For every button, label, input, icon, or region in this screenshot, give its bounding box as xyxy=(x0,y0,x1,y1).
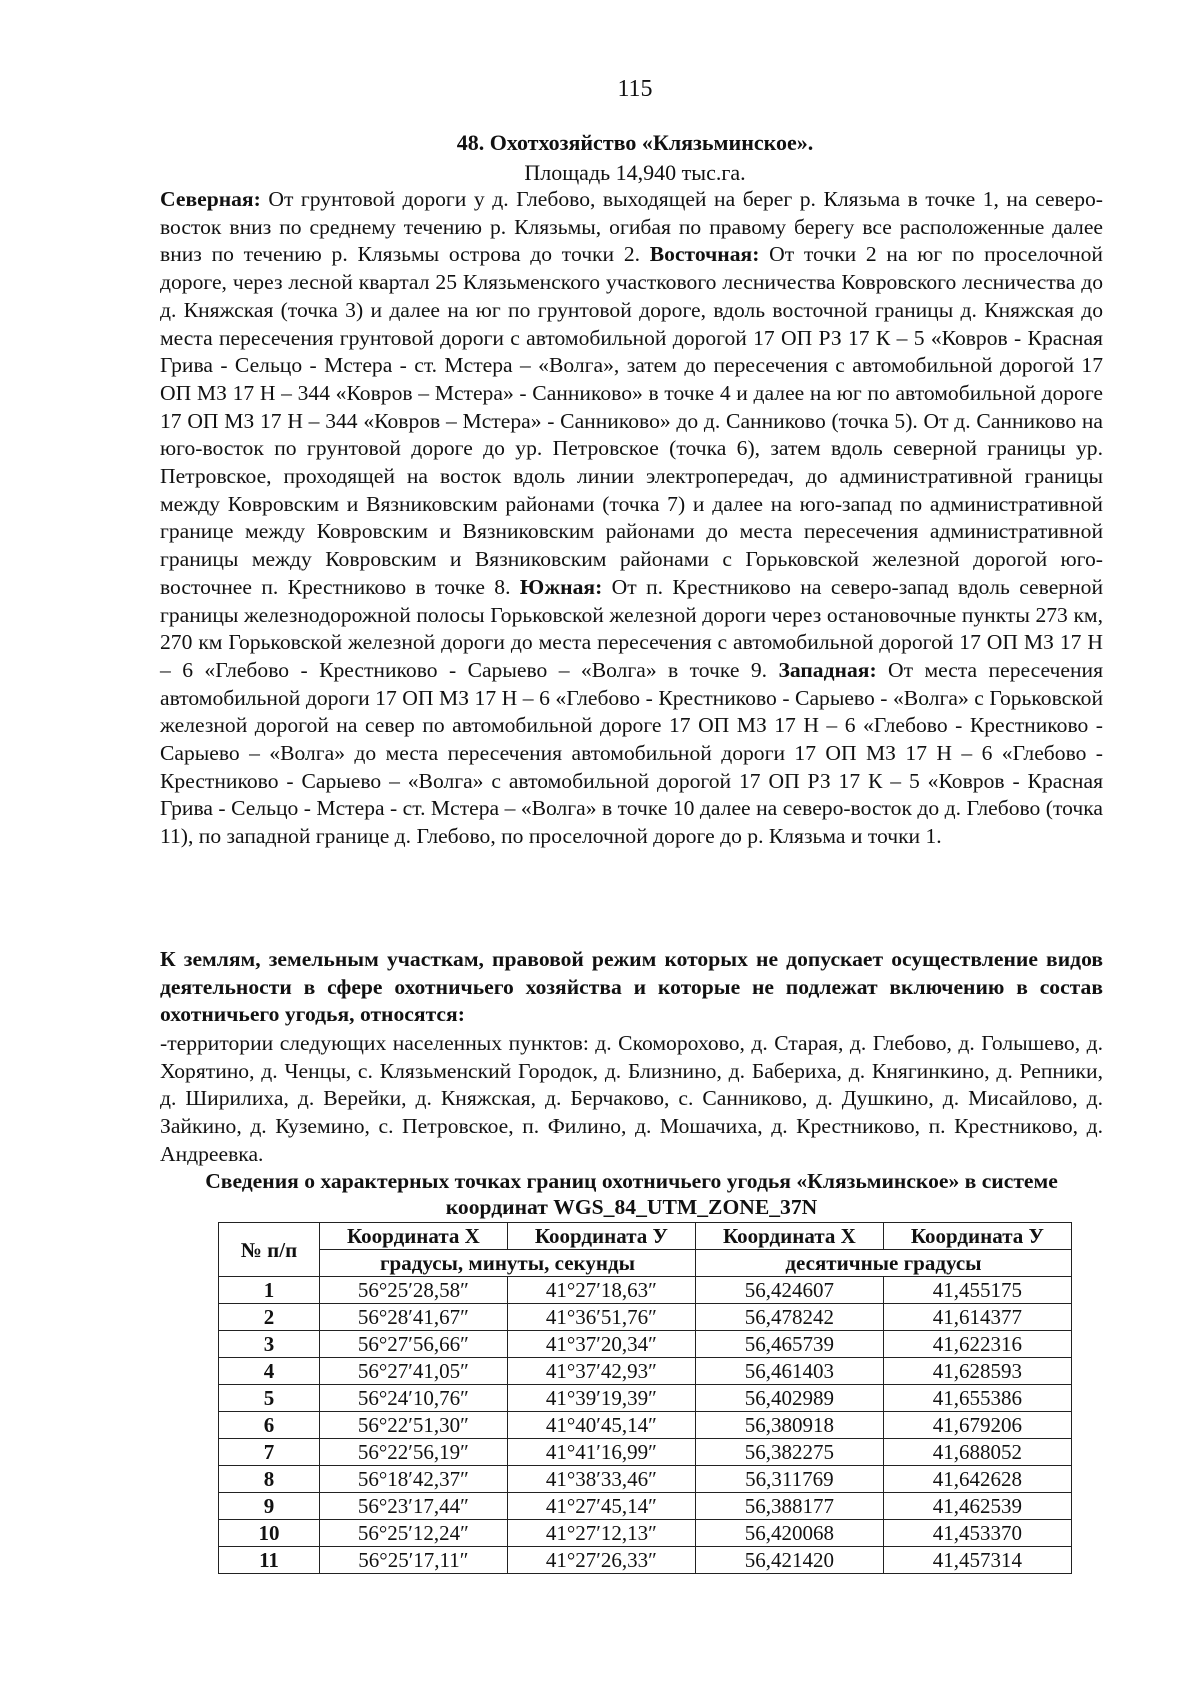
coordinate-cell: 56,424607 xyxy=(695,1277,883,1304)
coordinates-table xyxy=(218,1222,1072,1574)
coordinate-cell: 41°40′45,14″ xyxy=(507,1412,695,1439)
coordinate-cell: 56,478242 xyxy=(695,1304,883,1331)
table-row xyxy=(219,1547,1072,1574)
row-number: 7 xyxy=(219,1439,320,1466)
row-number: 6 xyxy=(219,1412,320,1439)
coordinate-cell: 56,461403 xyxy=(695,1358,883,1385)
coordinate-cell: 56°22′51,30″ xyxy=(320,1412,508,1439)
coordinate-cell: 56,421420 xyxy=(695,1547,883,1574)
coordinate-cell: 56°24′10,76″ xyxy=(320,1385,508,1412)
east-text: От точки 2 на юг по проселочной дороге, через лесной квартал 25 Клязьменского участкового лесничества Ковровского лесничества до д. Княжская (точка 3) и далее на юг по грунтовой дороге, вдоль восточной границы д. Княжская до места пересечения грунтовой дороги с автомобильной дорогой 17 ОП РЗ 17 К – 5 «Ковров - Красная Грива - Сельцо - Мстера - ст. Мстера – «Волга», затем до пересечения с автомобильной дорогой 17 ОП МЗ 17 Н – 344 «Ковров – Мстера» - Санниково» в точке 4 и далее на юг по автомобильной дороге 17 ОП МЗ 17 Н – 344 «Ковров – Мстера» - Санниково» до д. Санниково (точка 5). От д. Санниково на юго-восток по грунтовой дороге до ур. Петровское (точка 6), затем вдоль северной границы ур. Петровское, проходящей на восток вдоль линии электропередач, до административной границы между Ковровским и Вязниковским районами (точка 7) и далее на юго-запад по административной границе между Ковровским и Вязниковским районами до места пересечения административной границы между Ковровским и Вязниковским районами с Горьковской железной дорогой юго-восточнее п. Крестниково в точке 8. xyxy=(160,242,1103,599)
coordinate-cell: 41°39′19,39″ xyxy=(507,1385,695,1412)
south-label: Южная: xyxy=(519,574,603,599)
coordinate-cell: 41°37′42,93″ xyxy=(507,1358,695,1385)
coordinate-cell: 41°41′16,99″ xyxy=(507,1439,695,1466)
table-row xyxy=(219,1412,1072,1439)
coordinate-cell: 56,420068 xyxy=(695,1520,883,1547)
coordinate-cell: 56°28′41,67″ xyxy=(320,1304,508,1331)
territories-list: -территории следующих населенных пунктов: д. Скоморохово, д. Старая, д. Глебово, д. Голышево, д. Хорятино, д. Ченцы, с. Клязьменский Городок, д. Близнино, д. Бабериха, д. Княгинкино, д. Репники, д. Ширилиха, д. Верейки, д. Княжская, д. Берчаково, с. Санниково, д. Душкино, д. Мисайлово, д. Зайкино, д. Куземино, с. Петровское, п. Филино, д. Мошачиха, д. Крестниково, п. Крестниково, д. Андреевка. xyxy=(160,1031,1103,1166)
subheader-dms: градусы, минуты, секунды xyxy=(320,1250,696,1277)
coordinate-cell: 56°25′28,58″ xyxy=(320,1277,508,1304)
coordinate-cell: 56,311769 xyxy=(695,1466,883,1493)
table-row xyxy=(219,1331,1072,1358)
boundary-description xyxy=(160,186,1103,851)
header-num: № п/п xyxy=(219,1223,320,1277)
table-row xyxy=(219,1304,1072,1331)
table-row xyxy=(219,1520,1072,1547)
coordinate-cell: 41,622316 xyxy=(883,1331,1071,1358)
header-y-dec: Координата У xyxy=(883,1223,1071,1250)
north-text: От грунтовой дороги у д. Глебово, выходящей на берег р. Клязьма в точке 1, на северо-восток вниз по среднему течению р. Клязьмы, огибая по правому берегу все расположенные далее вниз по течению р. Клязьмы острова до точки 2. xyxy=(160,187,1103,267)
coordinate-cell: 56,380918 xyxy=(695,1412,883,1439)
west-label: Западная: xyxy=(778,657,877,682)
table-row xyxy=(219,1493,1072,1520)
header-x-dms: Координата X xyxy=(320,1223,508,1250)
coordinate-cell: 41,688052 xyxy=(883,1439,1071,1466)
page-number: 115 xyxy=(617,76,653,102)
coordinate-cell: 41,628593 xyxy=(883,1358,1071,1385)
coordinate-cell: 41,642628 xyxy=(883,1466,1071,1493)
table-title: Сведения о характерных точках границ охотничьего угодья «Клязьминское» в системе координат WGS_84_UTM_ZONE_37N xyxy=(205,1169,1058,1219)
coordinate-cell: 56,388177 xyxy=(695,1493,883,1520)
coordinate-cell: 41,614377 xyxy=(883,1304,1071,1331)
coordinate-cell: 41,455175 xyxy=(883,1277,1071,1304)
subheader-dec: десятичные градусы xyxy=(695,1250,1071,1277)
coordinate-cell: 41°27′12,13″ xyxy=(507,1520,695,1547)
coordinate-cell: 41°27′18,63″ xyxy=(507,1277,695,1304)
row-number: 5 xyxy=(219,1385,320,1412)
coordinate-cell: 56,402989 xyxy=(695,1385,883,1412)
coordinate-cell: 41,457314 xyxy=(883,1547,1071,1574)
coordinate-cell: 56°25′12,24″ xyxy=(320,1520,508,1547)
area-line: Площадь 14,940 тыс.га. xyxy=(524,160,746,185)
coordinate-cell: 41°36′51,76″ xyxy=(507,1304,695,1331)
coordinate-cell: 56,382275 xyxy=(695,1439,883,1466)
west-text: От места пересечения автомобильной дороги 17 ОП МЗ 17 Н – 6 «Глебово - Крестниково - Сарыево - «Волга» с Горьковской железной дорогой на север по автомобильной дороге 17 ОП МЗ 17 Н – 6 «Глебово - Крестниково - Сарыево – «Волга» до места пересечения автомобильной дороги 17 ОП МЗ 17 Н – 6 «Глебово - Крестниково - Сарыево – «Волга» с автомобильной дорогой 17 ОП РЗ 17 К – 5 «Ковров - Красная Грива - Сельцо - Мстера - ст. Мстера – «Волга» в точке 10 далее на северо-восток до д. Глебово (точка 11), по западной границе д. Глебово, по проселочной дороге до р. Клязьма и точки 1. xyxy=(160,657,1103,849)
table-row xyxy=(219,1277,1072,1304)
coordinate-cell: 41°37′20,34″ xyxy=(507,1331,695,1358)
coordinate-cell: 56,465739 xyxy=(695,1331,883,1358)
row-number: 9 xyxy=(219,1493,320,1520)
coordinate-cell: 56°25′17,11″ xyxy=(320,1547,508,1574)
row-number: 8 xyxy=(219,1466,320,1493)
section-heading: 48. Охотхозяйство «Клязьминское». xyxy=(456,130,814,155)
table-row xyxy=(219,1358,1072,1385)
row-number: 10 xyxy=(219,1520,320,1547)
header-y-dms: Координата У xyxy=(507,1223,695,1250)
coordinate-cell: 41,655386 xyxy=(883,1385,1071,1412)
coordinate-cell: 56°22′56,19″ xyxy=(320,1439,508,1466)
table-row xyxy=(219,1439,1072,1466)
east-label: Восточная: xyxy=(649,242,760,267)
coordinate-cell: 41,453370 xyxy=(883,1520,1071,1547)
coordinate-cell: 41°27′45,14″ xyxy=(507,1493,695,1520)
table-row xyxy=(219,1466,1072,1493)
row-number: 2 xyxy=(219,1304,320,1331)
coordinate-cell: 56°18′42,37″ xyxy=(320,1466,508,1493)
restriction-title: К землям, земельным участкам, правовой режим которых не допускает осуществление видов деятельности в сфере охотничьего хозяйства и которые не подлежат включению в состав охотничьего угодья, относятся: xyxy=(160,947,1103,1027)
coordinate-cell: 56°27′41,05″ xyxy=(320,1358,508,1385)
row-number: 1 xyxy=(219,1277,320,1304)
row-number: 3 xyxy=(219,1331,320,1358)
row-number: 11 xyxy=(219,1547,320,1574)
coordinate-cell: 41°27′26,33″ xyxy=(507,1547,695,1574)
coordinate-cell: 56°27′56,66″ xyxy=(320,1331,508,1358)
header-x-dec: Координата X xyxy=(695,1223,883,1250)
coordinate-cell: 41,462539 xyxy=(883,1493,1071,1520)
south-text: От п. Крестниково на северо-запад вдоль северной границы железнодорожной полосы Горьковской железной дороги через остановочные пункты 273 км, 270 км Горьковской железной дороги до места пересечения с автомобильной дорогой 17 ОП МЗ 17 Н – 6 «Глебово - Крестниково - Сарыево – «Волга» в точке 9. xyxy=(160,574,1103,682)
row-number: 4 xyxy=(219,1358,320,1385)
coordinate-cell: 56°23′17,44″ xyxy=(320,1493,508,1520)
table-row xyxy=(219,1385,1072,1412)
coordinate-cell: 41°38′33,46″ xyxy=(507,1466,695,1493)
table-body xyxy=(219,1277,1072,1574)
north-label: Северная: xyxy=(160,187,261,211)
coordinate-cell: 41,679206 xyxy=(883,1412,1071,1439)
